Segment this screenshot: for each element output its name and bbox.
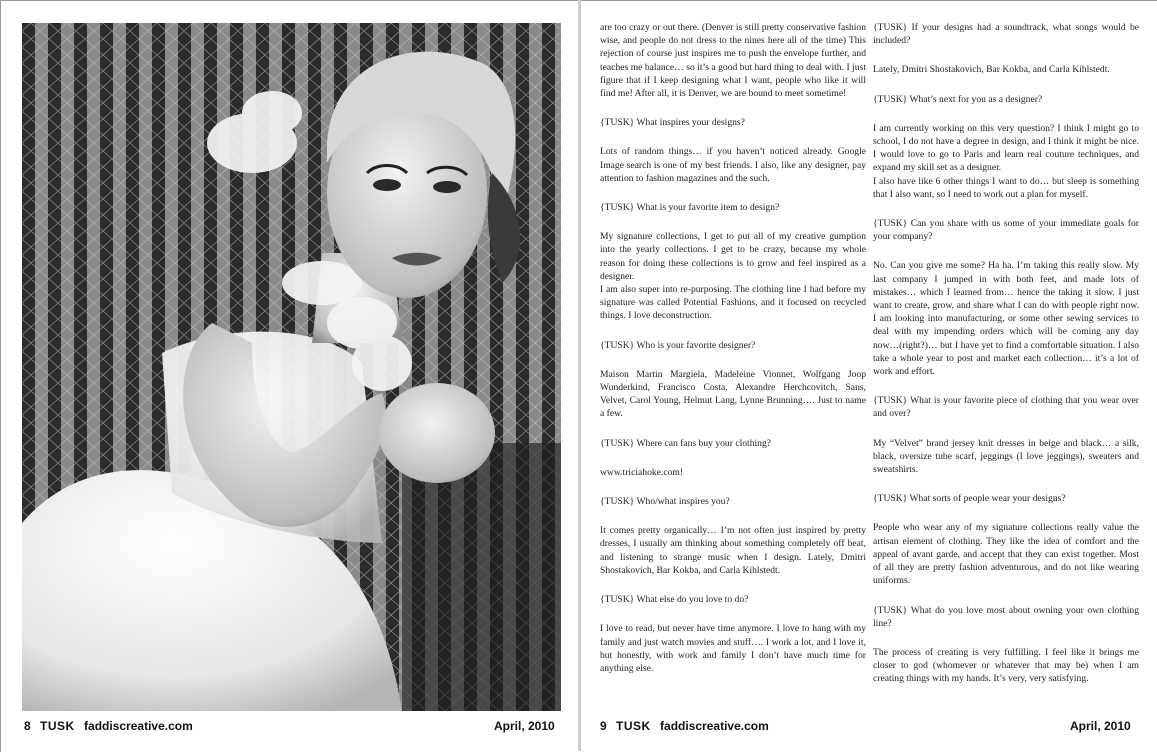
- interview-answer: My “Velvet” brand jersey knit dresses in beige and black… a silk, black, oversize tube scarf, jeggings (I love jeggings), sweaters and sweatshirts.: [873, 437, 1139, 476]
- interview-question: {TUSK} Who is your favorite designer?: [600, 339, 756, 351]
- interview-answer: www.triciahoke.com!: [600, 466, 684, 478]
- interview-answer: People who wear any of my signature collections really value the artisan element of clothing. They like the idea of comfort and the appeal of avant garde, and accept that they can exist together. Most of all they are pretty fashion adventurous, and do not like wearing uniforms.: [873, 522, 1139, 587]
- left-site-link[interactable]: faddiscreative.com: [84, 719, 193, 733]
- interview-answer: It comes pretty organically… I’m not often just inspired by pretty dresses, I usually am thinking about something completely off beat, and listening to strange music when I design. Lately, Dmitri Shostakovich, Bar Kokba, and Carla Kihlstedt.: [600, 525, 866, 576]
- right-page-date: April, 2010: [1070, 719, 1131, 733]
- interview-answer: My signature collections, I get to put all of my creative gumption into the yearly collections. I get to be crazy, because my whole reason for doing these collections is to grow and feel inspired as a designer.: [600, 231, 866, 282]
- left-magazine-name: TUSK: [40, 719, 75, 733]
- interview-question: {TUSK} Who/what inspires you?: [600, 496, 730, 508]
- interview-question: {TUSK} If your designs had a soundtrack, what songs would be included?: [873, 22, 1139, 47]
- left-footer-credit: [24, 719, 193, 733]
- interview-question: {TUSK} What inspires your designs?: [600, 117, 745, 129]
- text-column-1: [600, 21, 866, 691]
- left-page-date: April, 2010: [494, 719, 555, 733]
- interview-question: {TUSK} Where can fans buy your clothing?: [600, 437, 772, 449]
- interview-question: {TUSK} What else do you love to do?: [600, 594, 749, 606]
- interview-answer: I also have like 6 other things I want to do… but sleep is something that I also want, so I need to work out a plan for myself.: [873, 175, 1139, 200]
- interview-question: {TUSK} What is your favorite item to design?: [600, 202, 780, 214]
- text-column-2: [873, 21, 1139, 702]
- interview-answer: No. Can you give me some? Ha ha. I’m taking this really slow. My last company I jumped in with both feet, and made lots of mistakes… which I learned from… hence the taking it slow. I just want to create, grow, and share what I can do with people right now. I am looking into manufacturing, or some other sewing services to deal with my impending orders which will be coming any day now…(right?)… but I have yet to find a comfortable situation. I also take a whole year to post and market each collection… it’s a lot of work and effort.: [873, 260, 1139, 378]
- interview-question: {TUSK} What sorts of people wear your designs?: [873, 493, 1066, 505]
- right-page: [581, 0, 1157, 752]
- interview-question: {TUSK} What do you love most about owning your own clothing line?: [873, 604, 1139, 629]
- right-magazine-name: TUSK: [616, 719, 651, 733]
- interview-answer: Maison Martin Margiela, Madeleine Vionnet, Wolfgang Joop Wunderkind, Francisco Costa, Alexandre Herchcovitch, Sans, Velvet, Carol Young, Helmut Lang, Lynne Brunning…. Just to name a few.: [600, 368, 866, 420]
- interview-answer: I am currently working on this very question? I think I might go to school, I do not have a degree in design, and I think it might be nice. I would love to go to Paris and learn real couture techniques, and expand my skill set as a designer.: [873, 122, 1139, 174]
- right-site-link[interactable]: faddiscreative.com: [660, 719, 769, 733]
- interview-answer: are too crazy or out there. (Denver is still pretty conservative fashion wise, and people do not dress to the nines here all of the time) This rejection of course just inspires me to push the envelope further, and teaches me balance… so it’s a good but hard thing to deal with. I just figure that if I keep designing what I want, people who like it will find me! After all, it is Denver, we are bound to meet sometime!: [600, 22, 866, 100]
- interview-question: {TUSK} What’s next for you as a designer?: [873, 93, 1043, 105]
- interview-answer: Lately, Dmitri Shostakovich, Bar Kokba, and Carla Kihlstedt.: [873, 64, 1110, 76]
- right-page-number: 9: [600, 719, 607, 733]
- interview-answer: The process of creating is very fulfilling. I feel like it brings me closer to god (whomever or whatever that may be) when I am creating things with my hands. It’s very, very satisfying.: [873, 646, 1139, 685]
- interview-answer: I love to read, but never have time anymore. I love to hang with my family and just watch movies and stuff…. I work a lot, and I love it, but honestly, with work and family I don’t have much time for anything else.: [600, 623, 866, 674]
- left-page-number: 8: [24, 719, 31, 733]
- interview-question: {TUSK} Can you share with us some of your immediate goals for your company?: [873, 218, 1139, 243]
- right-footer-credit: [600, 719, 769, 733]
- interview-question: {TUSK} What is your favorite piece of clothing that you wear over and over?: [873, 395, 1139, 420]
- interview-answer: Lots of random things… if you haven’t noticed already. Google Image search is one of my best friends. I also, like any designer, pay attention to fashion magazines and the such.: [600, 146, 866, 184]
- portrait-photo: [22, 23, 561, 711]
- interview-answer: I am also super into re-purposing. The clothing line I had before my signature was called Potential Fashions, and it focused on recycled things. I love deconstruction.: [600, 284, 866, 322]
